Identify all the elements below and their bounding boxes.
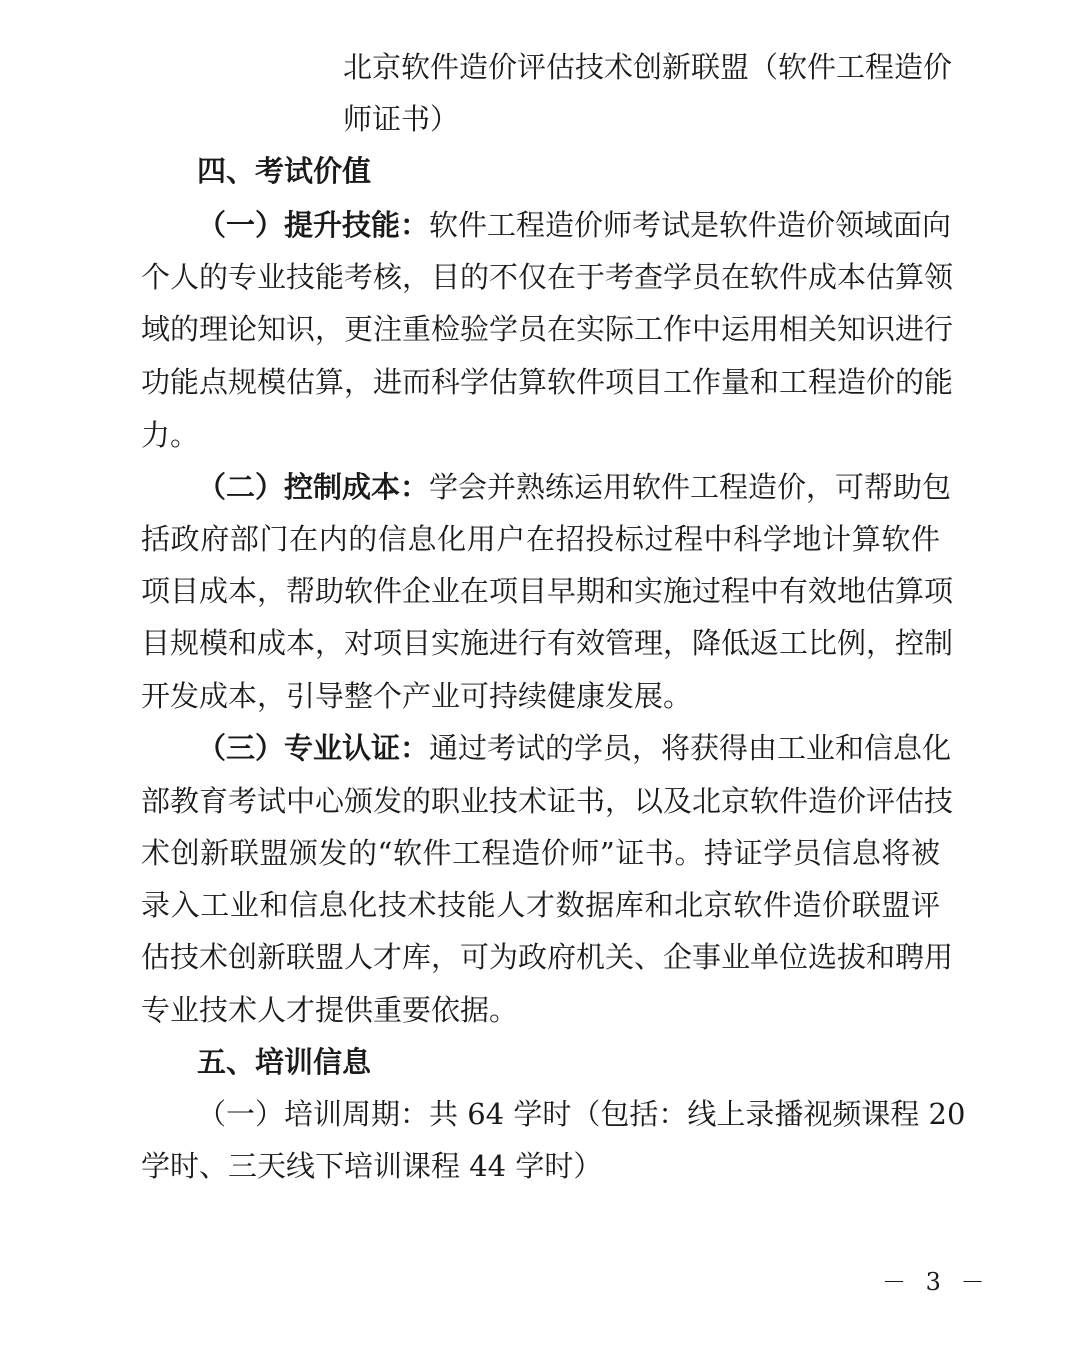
paragraph-certification-line-5: 估技术创新联盟人才库，可为政府机关、企事业单位选拔和聘用 (141, 940, 954, 974)
paragraph-certification-line-6: 专业技术人才提供重要依据。 (141, 993, 519, 1027)
paragraph-skills-line-3: 域的理论知识，更注重检验学员在实际工作中运用相关知识进行 (141, 312, 954, 346)
paragraph-skills-text: 软件工程造价师考试是软件造价领域面向 (429, 208, 952, 242)
paragraph-training-line-1: （一）培训周期：共 64 学时（包括：线上录播视频课程 20 (197, 1097, 966, 1131)
paragraph-cost-line-4: 目规模和成本，对项目实施进行有效管理，降低返工比例，控制 (141, 626, 954, 660)
section-5-heading: 五、培训信息 (197, 1045, 372, 1079)
paragraph-cost-line-1 (197, 460, 952, 514)
paragraph-skills-lead: （一）提升技能： (197, 208, 430, 242)
paragraph-cost-lead: （二）控制成本： (197, 470, 430, 504)
paragraph-cost-text: 学会并熟练运用软件工程造价，可帮助包 (429, 470, 952, 504)
paragraph-certification-line-3: 术创新联盟颁发的“软件工程造价师”证书。持证学员信息将被 (141, 836, 940, 870)
paragraph-skills-line-4: 功能点规模估算，进而科学估算软件项目工作量和工程造价的能 (141, 365, 954, 399)
paragraph-skills-line-2: 个人的专业技能考核，目的不仅在于考查学员在软件成本估算领 (141, 260, 954, 294)
paragraph-training-line-2: 学时、三天线下培训课程 44 学时） (141, 1149, 603, 1183)
section-4-heading: 四、考试价值 (197, 154, 372, 188)
paragraph-skills-line-5: 力。 (141, 418, 200, 452)
paragraph-cost-line-5: 开发成本，引导整个产业可持续健康发展。 (141, 679, 693, 713)
page-number: － 3 － (882, 1268, 991, 1296)
paragraph-certification-lead: （三）专业认证： (197, 731, 430, 765)
continuation-line-1: 北京软件造价评估技术创新联盟（软件工程造价 (343, 50, 953, 84)
paragraph-cost-line-3: 项目成本，帮助软件企业在项目早期和实施过程中有效地估算项 (141, 574, 954, 608)
paragraph-certification-line-1 (197, 721, 952, 775)
paragraph-certification-line-4: 录入工业和信息化技术技能人才数据库和北京软件造价联盟评 (141, 888, 940, 922)
continuation-line-2: 师证书） (343, 102, 460, 136)
paragraph-cost-line-2: 括政府部门在内的信息化用户在招投标过程中科学地计算软件 (141, 522, 940, 556)
paragraph-certification-line-2: 部教育考试中心颁发的职业技术证书，以及北京软件造价评估技 (141, 784, 954, 818)
paragraph-certification-text: 通过考试的学员，将获得由工业和信息化 (429, 731, 952, 765)
paragraph-skills-line-1 (197, 198, 952, 252)
